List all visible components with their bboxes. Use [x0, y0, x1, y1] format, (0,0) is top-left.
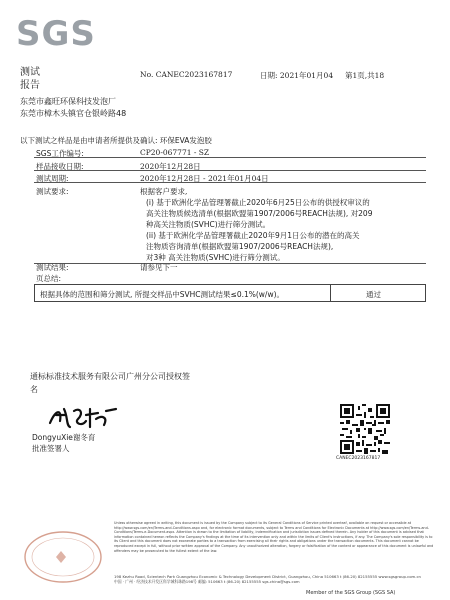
report-date: 日期: 2021年01月04 — [260, 71, 334, 80]
company-seal-stamp — [20, 528, 106, 586]
signer-name: DongyuXie谢冬育 — [32, 433, 96, 442]
receipt-date-value: 2020年12月28日 — [140, 162, 201, 171]
footer-address-cn: 中国 · 广州 · 经济技术开发区科学城科珠路198号 邮编: 510663 t (86-20) 82155555 sgs.china@sgs.com — [114, 579, 300, 585]
member-text: Member of the SGS Group (SGS SA) — [306, 590, 396, 596]
test-result-label: 测试结果: — [36, 263, 69, 272]
summary-label: 页总结: — [36, 274, 62, 283]
footer-address-en: 198 Kezhu Road, Scientech Park Guangzhou Economic & Technology Development District, Guangzhou, China 510663 t (86-20) 82155555 www.sgsgroup.com.cn — [114, 574, 421, 579]
signer-role: 批准签署人 — [32, 444, 70, 453]
footer-address — [114, 574, 421, 584]
report-number: No. CANEC2023167817 — [140, 70, 233, 79]
page-indicator: 第1页,共18 — [345, 71, 385, 80]
report-title: 测试报告 — [20, 67, 40, 91]
sample-intro: 以下测试之样品是由申请者所提供及确认: 环保EVA发泡胶 — [20, 136, 212, 145]
divider — [34, 157, 426, 158]
summary-text: 根据具体的范围和筛分测试, 所提交样品中SVHC测试结果≤0.1%(w/w)。 — [40, 290, 285, 299]
divider — [34, 182, 426, 183]
requirement-line: 高关注物质候选清单(根据欧盟第1907/2006号REACH法规), 对209 — [146, 209, 373, 218]
test-request-value: 根据客户要求, — [140, 187, 188, 196]
client-name: 东莞市鑫旺环保科技发泡厂 — [20, 97, 116, 106]
summary-result: 通过 — [366, 290, 381, 299]
signer-organization: 通标标准技术服务有限公司广州分公司授权签名 — [30, 372, 190, 394]
requirement-line: 注物质咨询清单(根据欧盟第1907/2006号REACH法规), — [146, 242, 334, 251]
client-address: 东莞市樟木头镇官仓银岭路48 — [20, 109, 127, 118]
requirement-line: (ii) 基于欧洲化学品管理署截止2020年9月1日公布的潜在的高关 — [146, 231, 360, 240]
requirement-line: 种高关注物质(SVHC)进行筛分测试。 — [146, 220, 271, 229]
job-number-value: CP20-067771 - SZ — [140, 148, 210, 157]
handwritten-signature — [46, 403, 122, 431]
test-period-label: 测试周期: — [36, 174, 69, 183]
divider — [34, 263, 426, 264]
test-result-value: 请参见下一 — [140, 263, 178, 272]
job-number-label: SGS工作编号: — [36, 149, 84, 158]
receipt-date-label: 样品接收日期: — [36, 162, 84, 171]
requirement-line: 对3种 高关注物质(SVHC)进行筛分测试。 — [146, 253, 285, 262]
sgs-logo: SGS — [16, 14, 96, 54]
requirement-line: (i) 基于欧洲化学品管理署截止2020年6月25日公布的供授权审议的 — [146, 198, 370, 207]
test-request-label: 测试要求: — [36, 187, 69, 196]
terms-disclaimer: Unless otherwise agreed in writing, this document is issued by the Company subject to its General Conditions of Service printed overleaf, available on request or accessible at http://www.sgs.com/en/Terms-and-Conditions.aspx and, for electronic format documents, subject to Terms and Conditions for Electronic Documents at http://www.sgs.com/en/Terms-and-Conditions/Terms-e-Document.aspx. Attention is drawn to the limitation of liability, indemnification and jurisdiction issues defined therein. Any holder of this document is advised that information contained hereon reflects the Company's findings at the time of its intervention only and within the limits of Client's instructions, if any. The Company's sole responsibility is to its Client and this document does not exonerate parties to a transaction from exercising all their rights and obligations under the transaction documents. This document cannot be reproduced except in full, without prior written approval of the Company. Any unauthorized alteration, forgery or falsification of the content or appearance of this document is unlawful and offenders may be prosecuted to the fullest extent of the law. — [114, 521, 434, 553]
test-period-value: 2020年12月28日 - 2021年01月04日 — [140, 174, 269, 183]
divider — [34, 170, 426, 171]
qr-code — [340, 404, 390, 454]
qr-caption: CANEC2023167817 — [336, 456, 381, 461]
summary-divider — [330, 284, 331, 302]
